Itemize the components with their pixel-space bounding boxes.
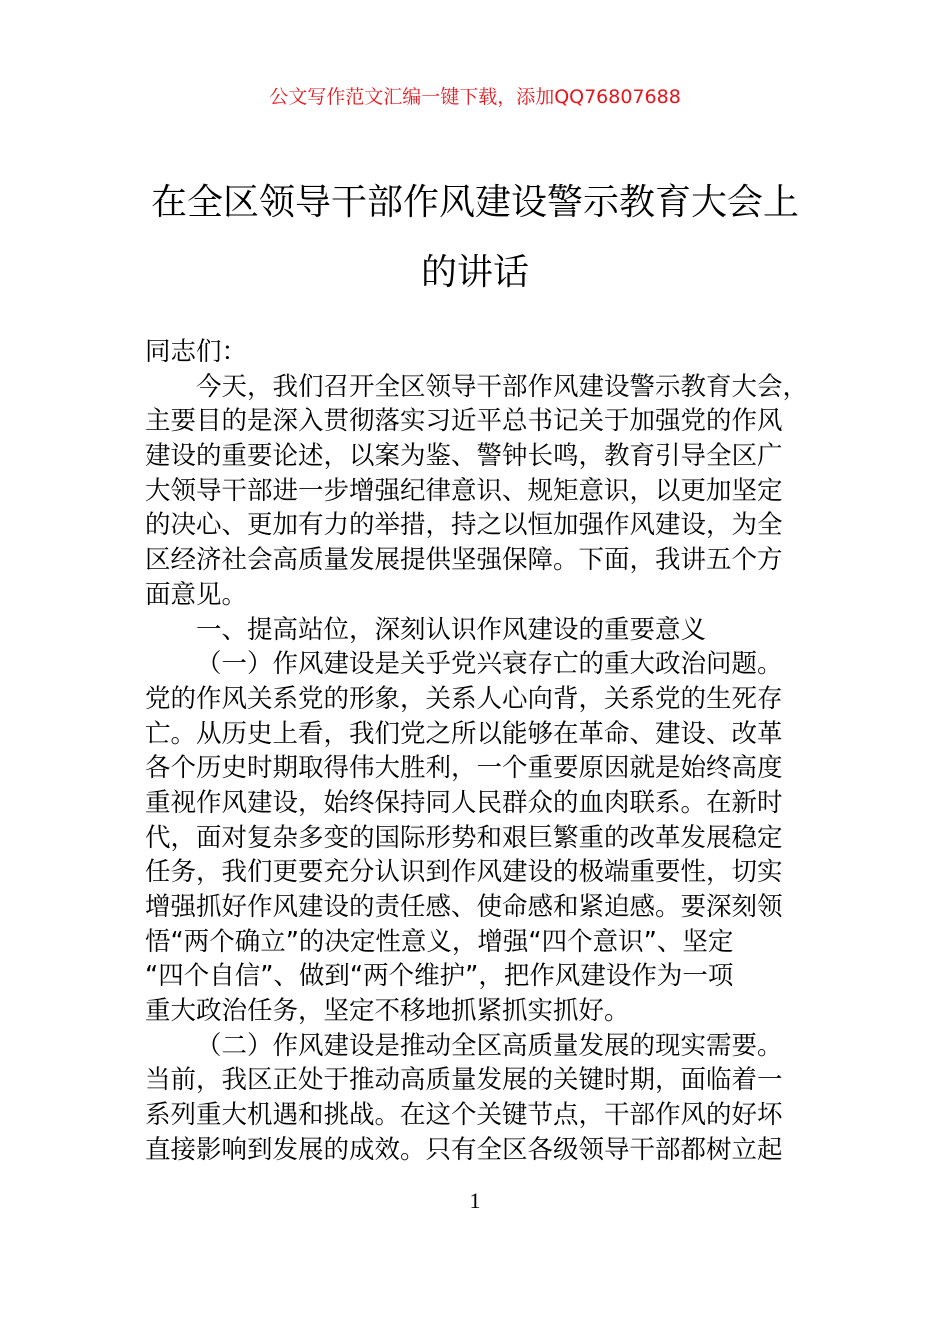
- text-line: 党的作风关系党的形象，关系人心向背，关系党的生死存: [145, 683, 783, 714]
- text-line: 系列重大机遇和挑战。在这个关键节点，干部作风的好坏: [145, 1100, 783, 1131]
- text-line: 重视作风建设，始终保持同人民群众的血肉联系。在新时: [145, 787, 783, 818]
- download-banner: 公文写作范文汇编一键下载，添加QQ76807688: [269, 86, 681, 108]
- text-line: 代，面对复杂多变的国际形势和艰巨繁重的改革发展稳定: [145, 822, 783, 853]
- text-line: 主要目的是深入贯彻落实习近平总书记关于加强党的作风: [145, 406, 783, 437]
- text-line: 面意见。: [145, 579, 248, 610]
- paragraph: [145, 647, 825, 1029]
- text-line: 亡。从历史上看，我们党之所以能够在革命、建设、改革: [145, 718, 783, 749]
- text-line: 一、提高站位，深刻认识作风建设的重要意义: [196, 614, 707, 645]
- text-line: 大领导干部进一步增强纪律意识、规矩意识，以更加坚定: [145, 475, 783, 506]
- page-number: 1: [469, 1188, 481, 1213]
- text-line: 今天，我们召开全区领导干部作风建设警示教育大会，: [196, 371, 809, 402]
- paragraph: [145, 613, 825, 648]
- text-line: 重大政治任务，坚定不移地抓紧抓实抓好。: [145, 996, 630, 1027]
- document-body: [145, 335, 825, 1168]
- text-line: （二）作风建设是推动全区高质量发展的现实需要。: [196, 1030, 783, 1061]
- text-line: 直接影响到发展的成效。只有全区各级领导干部都树立起: [145, 1134, 783, 1165]
- title-line-2: 的讲话: [420, 252, 529, 293]
- text-line: 建设的重要论述，以案为鉴、警钟长鸣，教育引导全区广: [145, 441, 783, 472]
- document-title: [0, 168, 950, 308]
- text-line: 的决心、更加有力的举措，持之以恒加强作风建设，为全: [145, 510, 783, 541]
- text-line: 悟“两个确立”的决定性意义，增强“四个意识”、坚定: [145, 926, 734, 957]
- text-line: 区经济社会高质量发展提供坚强保障。下面，我讲五个方: [145, 545, 783, 576]
- text-line: 同志们：: [145, 337, 248, 367]
- text-line: （一）作风建设是关乎党兴衰存亡的重大政治问题。: [196, 649, 783, 680]
- text-line: 各个历史时期取得伟大胜利，一个重要原因就是始终高度: [145, 753, 783, 784]
- text-line: 任务，我们更要充分认识到作风建设的极端重要性，切实: [145, 857, 783, 888]
- text-line: “四个自信”、做到“两个维护”，把作风建设作为一项: [145, 961, 734, 992]
- text-line: 当前，我区正处于推动高质量发展的关键时期，面临着一: [145, 1065, 783, 1096]
- text-line: 增强抓好作风建设的责任感、使命感和紧迫感。要深刻领: [145, 892, 783, 922]
- title-line-1: 在全区领导干部作风建设警示教育大会上: [150, 182, 799, 223]
- paragraph: [145, 1029, 825, 1168]
- paragraph: [145, 335, 825, 370]
- paragraph: [145, 370, 825, 613]
